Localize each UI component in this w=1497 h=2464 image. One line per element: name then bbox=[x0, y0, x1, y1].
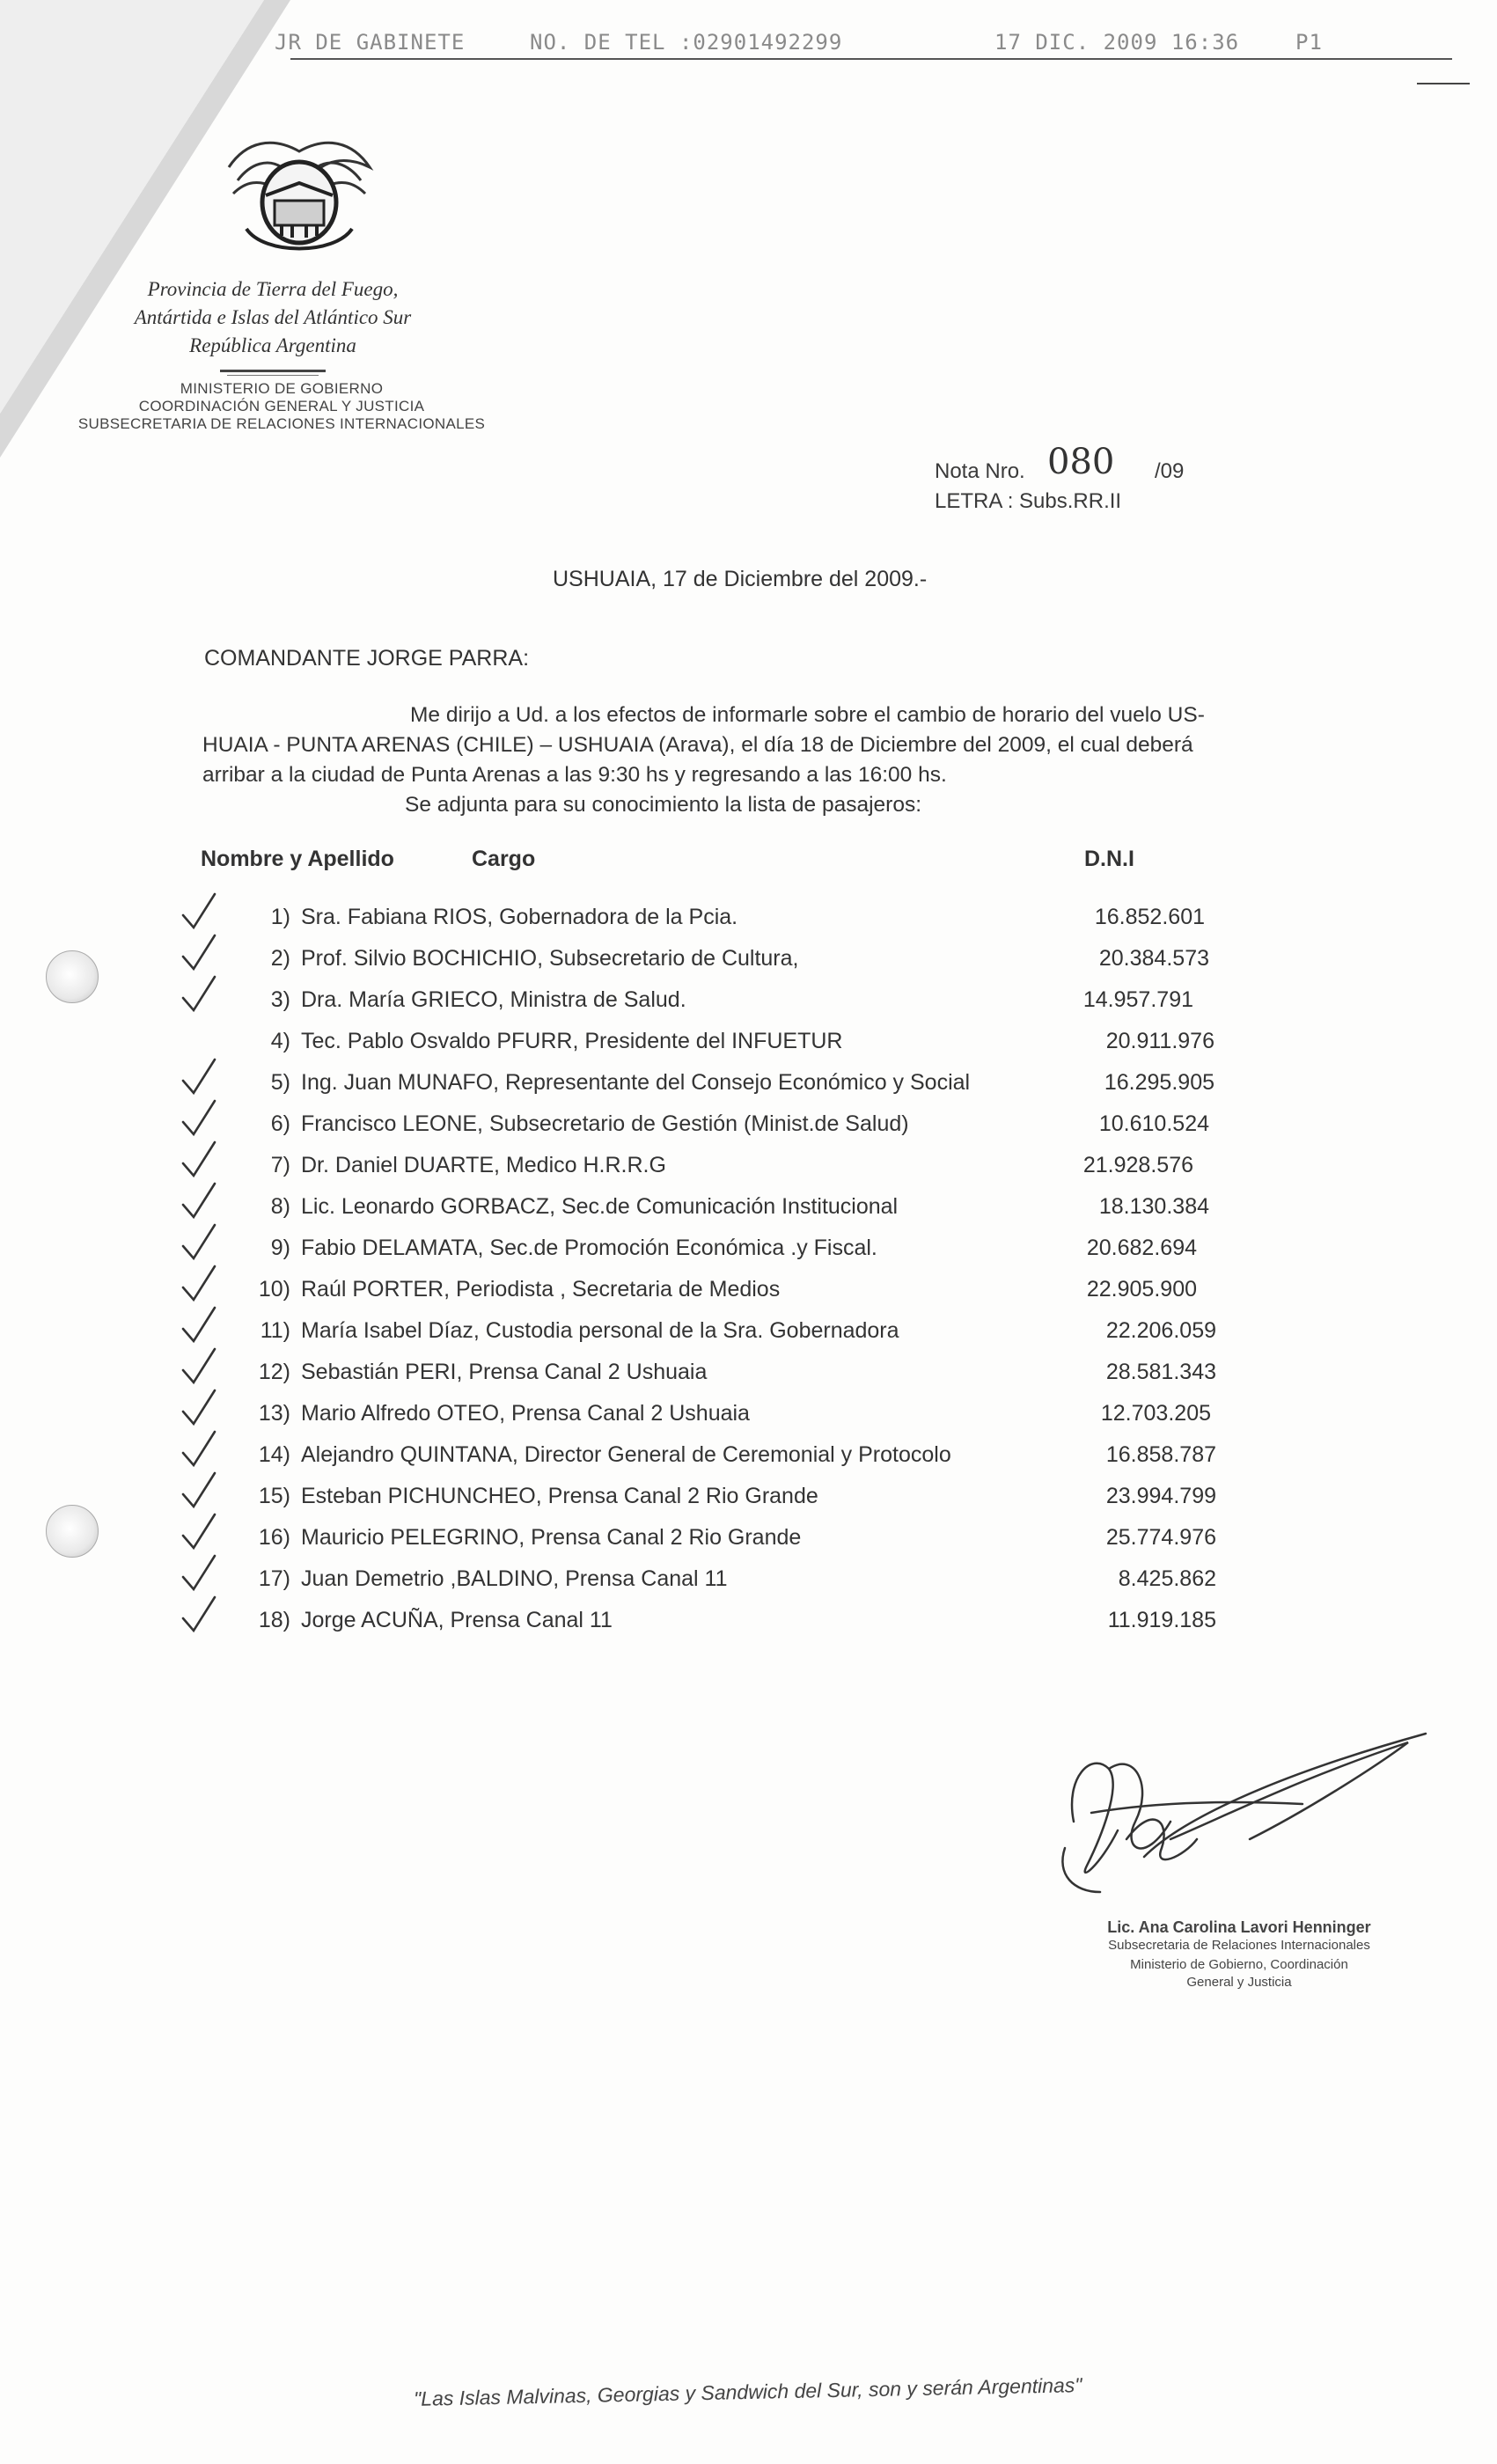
row-number: 12) bbox=[258, 1360, 290, 1384]
province-line-3: República Argentina bbox=[189, 334, 356, 356]
handwritten-checkmark-icon bbox=[176, 1511, 220, 1555]
passenger-name-role: Prof. Silvio BOCHICHIO, Subsecretario de Cultura, bbox=[301, 946, 799, 971]
fax-sender: JR DE GABINETE bbox=[275, 30, 466, 55]
passenger-dni: 16.852.601 bbox=[1094, 905, 1205, 929]
passenger-name-role: Francisco LEONE, Subsecretario de Gestión (Minist.de Salud) bbox=[301, 1111, 909, 1136]
table-row bbox=[0, 905, 1497, 945]
passenger-dni: 28.581.343 bbox=[1105, 1360, 1216, 1384]
handwritten-checkmark-icon bbox=[176, 1139, 220, 1183]
handwritten-checkmark-icon bbox=[176, 973, 220, 1017]
signer-ministry-2: General y Justicia bbox=[1186, 1975, 1292, 1990]
table-row bbox=[0, 1484, 1497, 1524]
ministry-line-2: COORDINACIÓN GENERAL Y JUSTICIA bbox=[138, 398, 425, 414]
passenger-name-role: Dr. Daniel DUARTE, Medico H.R.R.G bbox=[301, 1153, 666, 1177]
place-date: USHUAIA, 17 de Diciembre del 2009.- bbox=[553, 567, 928, 591]
handwritten-checkmark-icon bbox=[176, 1180, 220, 1224]
passenger-dni: 20.384.573 bbox=[1098, 946, 1209, 971]
letterhead-rule bbox=[220, 370, 326, 372]
signer-role: Subsecretaria de Relaciones Internacionales bbox=[1108, 1938, 1370, 1953]
passenger-dni: 16.295.905 bbox=[1104, 1070, 1214, 1095]
passenger-dni: 18.130.384 bbox=[1098, 1194, 1209, 1219]
signer-name: Lic. Ana Carolina Lavori Henninger bbox=[1107, 1918, 1371, 1936]
table-row bbox=[0, 1153, 1497, 1193]
handwritten-checkmark-icon bbox=[176, 1470, 220, 1514]
table-row bbox=[0, 1525, 1497, 1566]
ministry-line-3: SUBSECRETARIA DE RELACIONES INTERNACIONALES bbox=[77, 415, 486, 432]
row-number: 2) bbox=[270, 946, 290, 971]
fax-page-number: P1 bbox=[1295, 30, 1323, 55]
handwritten-checkmark-icon bbox=[176, 1304, 220, 1348]
table-row bbox=[0, 1236, 1497, 1276]
fax-header-rule-right bbox=[1417, 83, 1470, 84]
passenger-dni: 22.905.900 bbox=[1086, 1277, 1197, 1302]
header-name: Nombre y Apellido bbox=[201, 847, 394, 871]
passenger-dni: 8.425.862 bbox=[1118, 1566, 1216, 1591]
row-number: 10) bbox=[258, 1277, 290, 1302]
table-row bbox=[0, 1360, 1497, 1400]
handwritten-checkmark-icon bbox=[176, 1346, 220, 1390]
table-row bbox=[0, 1566, 1497, 1607]
addressee: COMANDANTE JORGE PARRA: bbox=[204, 646, 530, 671]
handwritten-checkmark-icon bbox=[176, 1097, 220, 1141]
footer-motto: "Las Islas Malvinas, Georgias y Sandwich del Sur, son y serán Argentinas" bbox=[413, 2373, 1082, 2410]
table-row bbox=[0, 1318, 1497, 1359]
passenger-name-role: Esteban PICHUNCHEO, Prensa Canal 2 Rio Grande bbox=[301, 1484, 818, 1508]
table-row bbox=[0, 1029, 1497, 1069]
row-number: 8) bbox=[270, 1194, 290, 1219]
passenger-dni: 11.919.185 bbox=[1107, 1608, 1216, 1632]
table-row bbox=[0, 1442, 1497, 1483]
passenger-dni: 20.682.694 bbox=[1086, 1236, 1197, 1260]
note-letra: LETRA : Subs.RR.II bbox=[935, 489, 1122, 513]
table-row bbox=[0, 1070, 1497, 1111]
note-number-label: Nota Nro. bbox=[935, 459, 1025, 483]
passenger-dni: 22.206.059 bbox=[1105, 1318, 1216, 1343]
passenger-name-role: Raúl PORTER, Periodista , Secretaria de Medios bbox=[301, 1277, 781, 1302]
passenger-name-role: Mauricio PELEGRINO, Prensa Canal 2 Rio Grande bbox=[301, 1525, 802, 1550]
province-line-2: Antártida e Islas del Atlántico Sur bbox=[134, 306, 412, 328]
table-row bbox=[0, 946, 1497, 986]
handwritten-checkmark-icon bbox=[176, 1221, 220, 1265]
punch-hole-bottom bbox=[46, 1505, 99, 1558]
handwritten-checkmark-icon bbox=[176, 1387, 220, 1431]
handwritten-checkmark-icon bbox=[176, 932, 220, 976]
passenger-name-role: Sra. Fabiana RIOS, Gobernadora de la Pcia. bbox=[301, 905, 738, 929]
passenger-dni: 25.774.976 bbox=[1105, 1525, 1216, 1550]
passenger-name-role: Ing. Juan MUNAFO, Representante del Consejo Económico y Social bbox=[301, 1070, 971, 1095]
handwritten-checkmark-icon bbox=[176, 1552, 220, 1596]
signer-ministry: Ministerio de Gobierno, Coordinación bbox=[1130, 1957, 1348, 1972]
row-number: 6) bbox=[270, 1111, 290, 1136]
header-dni: D.N.I bbox=[1084, 847, 1134, 871]
fax-datetime: 17 DIC. 2009 16:36 bbox=[994, 30, 1240, 55]
letter-body bbox=[202, 700, 1347, 820]
passenger-dni: 23.994.799 bbox=[1105, 1484, 1216, 1508]
passenger-name-role: Lic. Leonardo GORBACZ, Sec.de Comunicación Institucional bbox=[301, 1194, 899, 1219]
table-row bbox=[0, 1111, 1497, 1152]
row-number: 5) bbox=[270, 1070, 290, 1095]
passenger-name-role: Sebastián PERI, Prensa Canal 2 Ushuaia bbox=[301, 1360, 708, 1384]
table-row bbox=[0, 1608, 1497, 1648]
row-number: 13) bbox=[258, 1401, 290, 1426]
body-line-4: Se adjunta para su conocimiento la lista de pasajeros: bbox=[405, 793, 921, 817]
row-number: 4) bbox=[270, 1029, 290, 1053]
province-line-1: Provincia de Tierra del Fuego, bbox=[147, 278, 399, 300]
passenger-name-role: Jorge ACUÑA, Prensa Canal 11 bbox=[301, 1608, 613, 1632]
punch-hole-top bbox=[46, 950, 99, 1003]
row-number: 15) bbox=[258, 1484, 290, 1508]
fax-header-rule bbox=[290, 58, 1452, 60]
note-year: /09 bbox=[1155, 459, 1185, 483]
handwritten-checkmark-icon bbox=[176, 1056, 220, 1100]
handwritten-checkmark-icon bbox=[176, 1594, 220, 1638]
row-number: 3) bbox=[270, 987, 290, 1012]
row-number: 11) bbox=[260, 1318, 290, 1343]
body-line-2: HUAIA - PUNTA ARENAS (CHILE) – USHUAIA (Arava), el día 18 de Diciembre del 2009, el cual deberá bbox=[202, 733, 1193, 757]
passenger-name-role: Fabio DELAMATA, Sec.de Promoción Económica .y Fiscal. bbox=[301, 1236, 877, 1260]
passenger-dni: 12.703.205 bbox=[1100, 1401, 1211, 1426]
ministry-line-1: MINISTERIO DE GOBIERNO bbox=[180, 380, 384, 397]
passenger-name-role: Dra. María GRIECO, Ministra de Salud. bbox=[301, 987, 686, 1012]
passenger-dni: 16.858.787 bbox=[1105, 1442, 1216, 1467]
body-line-3: arribar a la ciudad de Punta Arenas a las 9:30 hs y regresando a las 16:00 hs. bbox=[202, 763, 947, 787]
row-number: 18) bbox=[258, 1608, 290, 1632]
row-number: 16) bbox=[258, 1525, 290, 1550]
passenger-name-role: Juan Demetrio ,BALDINO, Prensa Canal 11 bbox=[301, 1566, 728, 1591]
passenger-name-role: Alejandro QUINTANA, Director General de Ceremonial y Protocolo bbox=[301, 1442, 951, 1467]
table-row bbox=[0, 1277, 1497, 1317]
row-number: 7) bbox=[270, 1153, 290, 1177]
passenger-dni: 14.957.791 bbox=[1082, 987, 1193, 1012]
body-line-1: Me dirijo a Ud. a los efectos de informarle sobre el cambio de horario del vuelo US- bbox=[410, 703, 1205, 727]
header-role: Cargo bbox=[472, 847, 536, 871]
table-row bbox=[0, 1401, 1497, 1441]
row-number: 14) bbox=[258, 1442, 290, 1467]
table-row bbox=[0, 987, 1497, 1028]
note-number-handwritten: 080 bbox=[1047, 442, 1115, 482]
handwritten-checkmark-icon bbox=[176, 1428, 220, 1472]
passenger-name-role: Mario Alfredo OTEO, Prensa Canal 2 Ushuaia bbox=[301, 1401, 750, 1426]
handwritten-checkmark-icon bbox=[176, 1263, 220, 1307]
row-number: 17) bbox=[258, 1566, 290, 1591]
handwritten-checkmark-icon bbox=[176, 891, 220, 935]
row-number: 9) bbox=[270, 1236, 290, 1260]
passenger-dni: 21.928.576 bbox=[1082, 1153, 1193, 1177]
table-row bbox=[0, 1194, 1497, 1235]
province-emblem-icon bbox=[211, 132, 387, 273]
letterhead-rule-thin bbox=[227, 375, 319, 376]
passenger-name-role: Tec. Pablo Osvaldo PFURR, Presidente del INFUETUR bbox=[301, 1029, 843, 1053]
passenger-dni: 20.911.976 bbox=[1105, 1029, 1214, 1053]
row-number: 1) bbox=[270, 905, 290, 929]
fax-phone: NO. DE TEL :02901492299 bbox=[530, 30, 843, 55]
passenger-name-role: María Isabel Díaz, Custodia personal de la Sra. Gobernadora bbox=[301, 1318, 899, 1343]
passenger-dni: 10.610.524 bbox=[1098, 1111, 1209, 1136]
